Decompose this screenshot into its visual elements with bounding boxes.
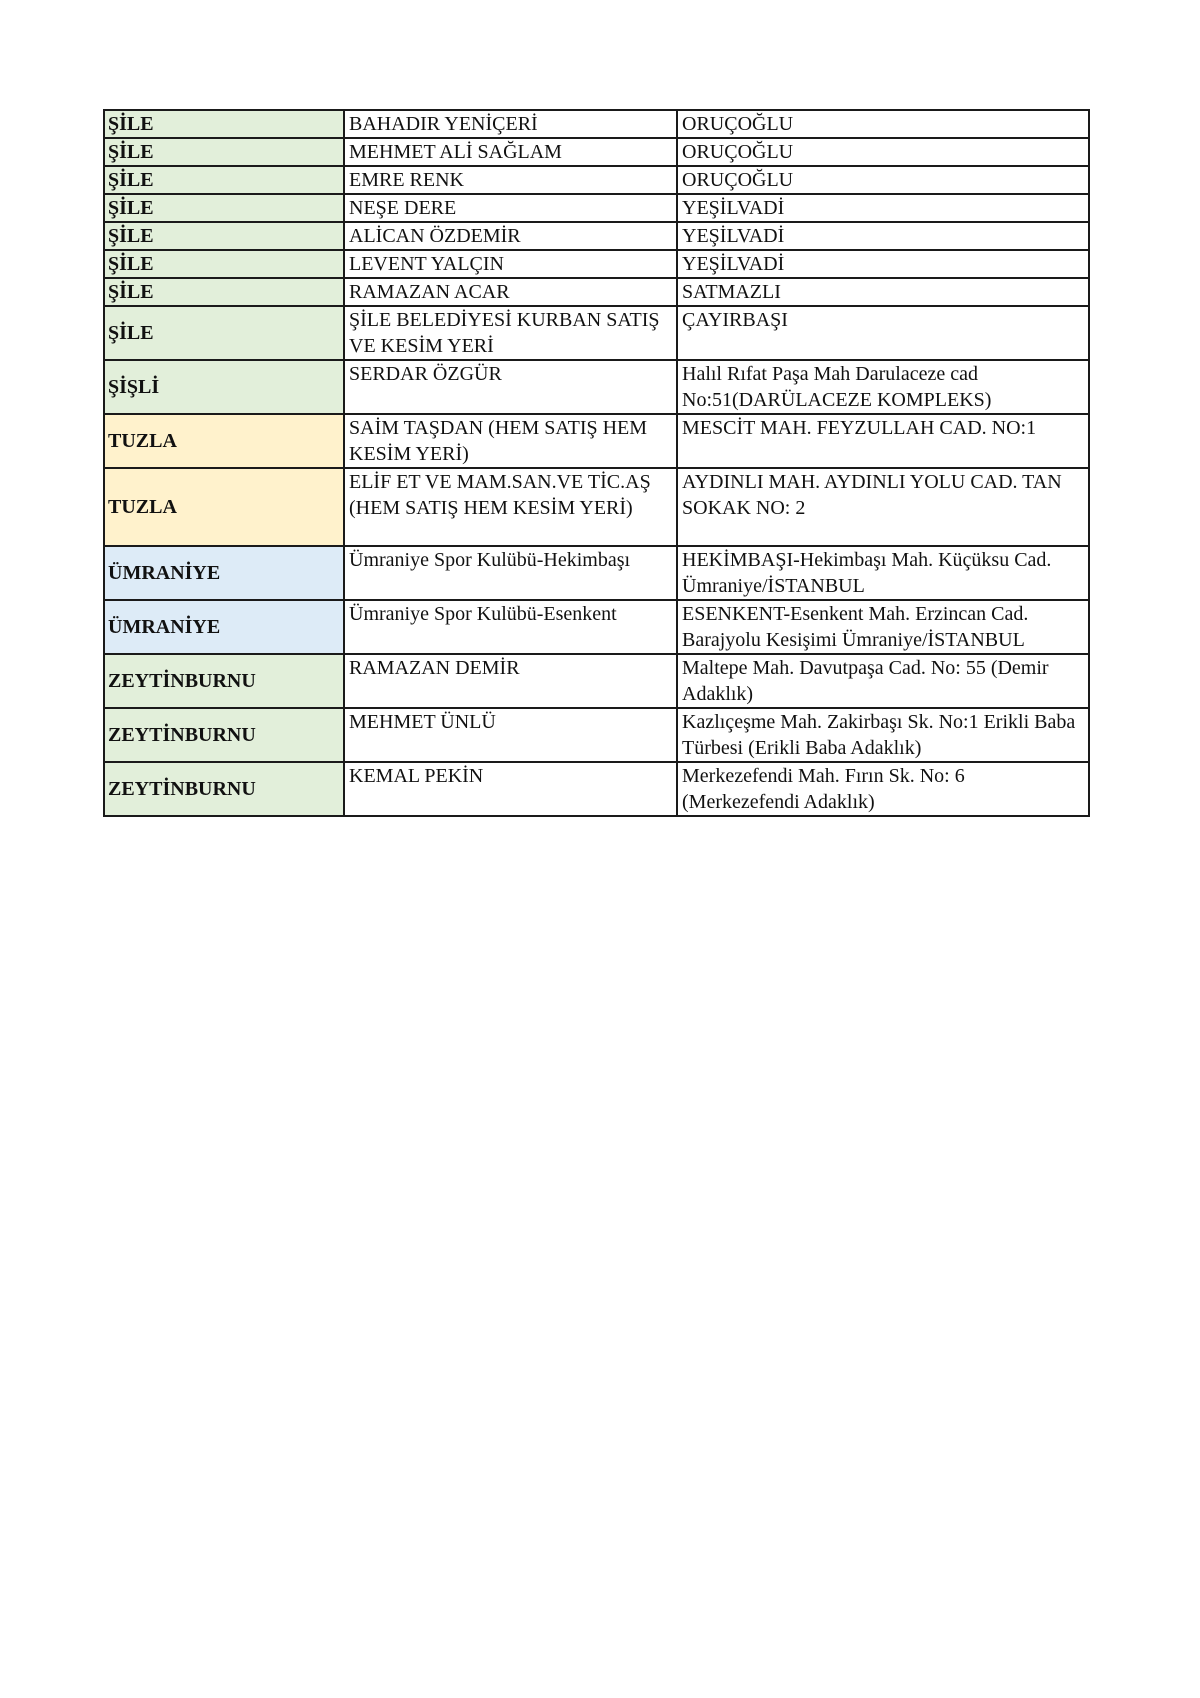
district-cell: ŞİLE — [104, 110, 344, 138]
address-cell: ÇAYIRBAŞI — [677, 306, 1089, 360]
table-row — [104, 654, 1089, 708]
address-cell: ORUÇOĞLU — [677, 138, 1089, 166]
address-cell: YEŞİLVADİ — [677, 250, 1089, 278]
name-cell: RAMAZAN DEMİR — [344, 654, 677, 708]
district-cell: ŞİŞLİ — [104, 360, 344, 414]
table-row — [104, 468, 1089, 546]
table-row — [104, 138, 1089, 166]
address-cell: ORUÇOĞLU — [677, 110, 1089, 138]
name-cell: ALİCAN ÖZDEMİR — [344, 222, 677, 250]
address-cell: AYDINLI MAH. AYDINLI YOLU CAD. TAN SOKAK NO: 2 — [677, 468, 1089, 546]
name-cell: LEVENT YALÇIN — [344, 250, 677, 278]
district-cell: ŞİLE — [104, 278, 344, 306]
table-row — [104, 278, 1089, 306]
name-cell: ELİF ET VE MAM.SAN.VE TİC.AŞ (HEM SATIŞ HEM KESİM YERİ) — [344, 468, 677, 546]
address-cell: ORUÇOĞLU — [677, 166, 1089, 194]
table-row — [104, 250, 1089, 278]
name-cell: KEMAL PEKİN — [344, 762, 677, 816]
table-row — [104, 414, 1089, 468]
address-cell: MESCİT MAH. FEYZULLAH CAD. NO:1 — [677, 414, 1089, 468]
address-cell: Merkezefendi Mah. Fırın Sk. No: 6 (Merkezefendi Adaklık) — [677, 762, 1089, 816]
district-cell: ÜMRANİYE — [104, 546, 344, 600]
slaughter-location-table — [103, 109, 1090, 817]
table-row — [104, 762, 1089, 816]
name-cell: NEŞE DERE — [344, 194, 677, 222]
document-page — [103, 109, 1088, 817]
address-cell: Maltepe Mah. Davutpaşa Cad. No: 55 (Demir Adaklık) — [677, 654, 1089, 708]
address-cell: HEKİMBAŞI-Hekimbaşı Mah. Küçüksu Cad. Ümraniye/İSTANBUL — [677, 546, 1089, 600]
name-cell: MEHMET ÜNLÜ — [344, 708, 677, 762]
address-cell: Halıl Rıfat Paşa Mah Darulaceze cad No:51(DARÜLACEZE KOMPLEKS) — [677, 360, 1089, 414]
district-cell: ŞİLE — [104, 306, 344, 360]
district-cell: TUZLA — [104, 414, 344, 468]
district-cell: ŞİLE — [104, 166, 344, 194]
table-row — [104, 708, 1089, 762]
name-cell: SAİM TAŞDAN (HEM SATIŞ HEM KESİM YERİ) — [344, 414, 677, 468]
district-cell: ZEYTİNBURNU — [104, 654, 344, 708]
address-cell: Kazlıçeşme Mah. Zakirbaşı Sk. No:1 Erikli Baba Türbesi (Erikli Baba Adaklık) — [677, 708, 1089, 762]
table-row — [104, 546, 1089, 600]
district-cell: TUZLA — [104, 468, 344, 546]
name-cell: BAHADIR YENİÇERİ — [344, 110, 677, 138]
address-cell: ESENKENT-Esenkent Mah. Erzincan Cad. Barajyolu Kesişimi Ümraniye/İSTANBUL — [677, 600, 1089, 654]
district-cell: ŞİLE — [104, 138, 344, 166]
table-row — [104, 194, 1089, 222]
district-cell: ZEYTİNBURNU — [104, 708, 344, 762]
district-cell: ŞİLE — [104, 250, 344, 278]
table-body — [104, 110, 1089, 816]
district-cell: ZEYTİNBURNU — [104, 762, 344, 816]
name-cell: SERDAR ÖZGÜR — [344, 360, 677, 414]
district-cell: ŞİLE — [104, 194, 344, 222]
table-row — [104, 222, 1089, 250]
name-cell: Ümraniye Spor Kulübü-Hekimbaşı — [344, 546, 677, 600]
table-row — [104, 600, 1089, 654]
name-cell: Ümraniye Spor Kulübü-Esenkent — [344, 600, 677, 654]
table-row — [104, 110, 1089, 138]
table-row — [104, 166, 1089, 194]
table-row — [104, 360, 1089, 414]
district-cell: ÜMRANİYE — [104, 600, 344, 654]
name-cell: EMRE RENK — [344, 166, 677, 194]
name-cell: MEHMET ALİ SAĞLAM — [344, 138, 677, 166]
name-cell: RAMAZAN ACAR — [344, 278, 677, 306]
district-cell: ŞİLE — [104, 222, 344, 250]
address-cell: YEŞİLVADİ — [677, 222, 1089, 250]
name-cell: ŞİLE BELEDİYESİ KURBAN SATIŞ VE KESİM YERİ — [344, 306, 677, 360]
address-cell: YEŞİLVADİ — [677, 194, 1089, 222]
address-cell: SATMAZLI — [677, 278, 1089, 306]
table-row — [104, 306, 1089, 360]
